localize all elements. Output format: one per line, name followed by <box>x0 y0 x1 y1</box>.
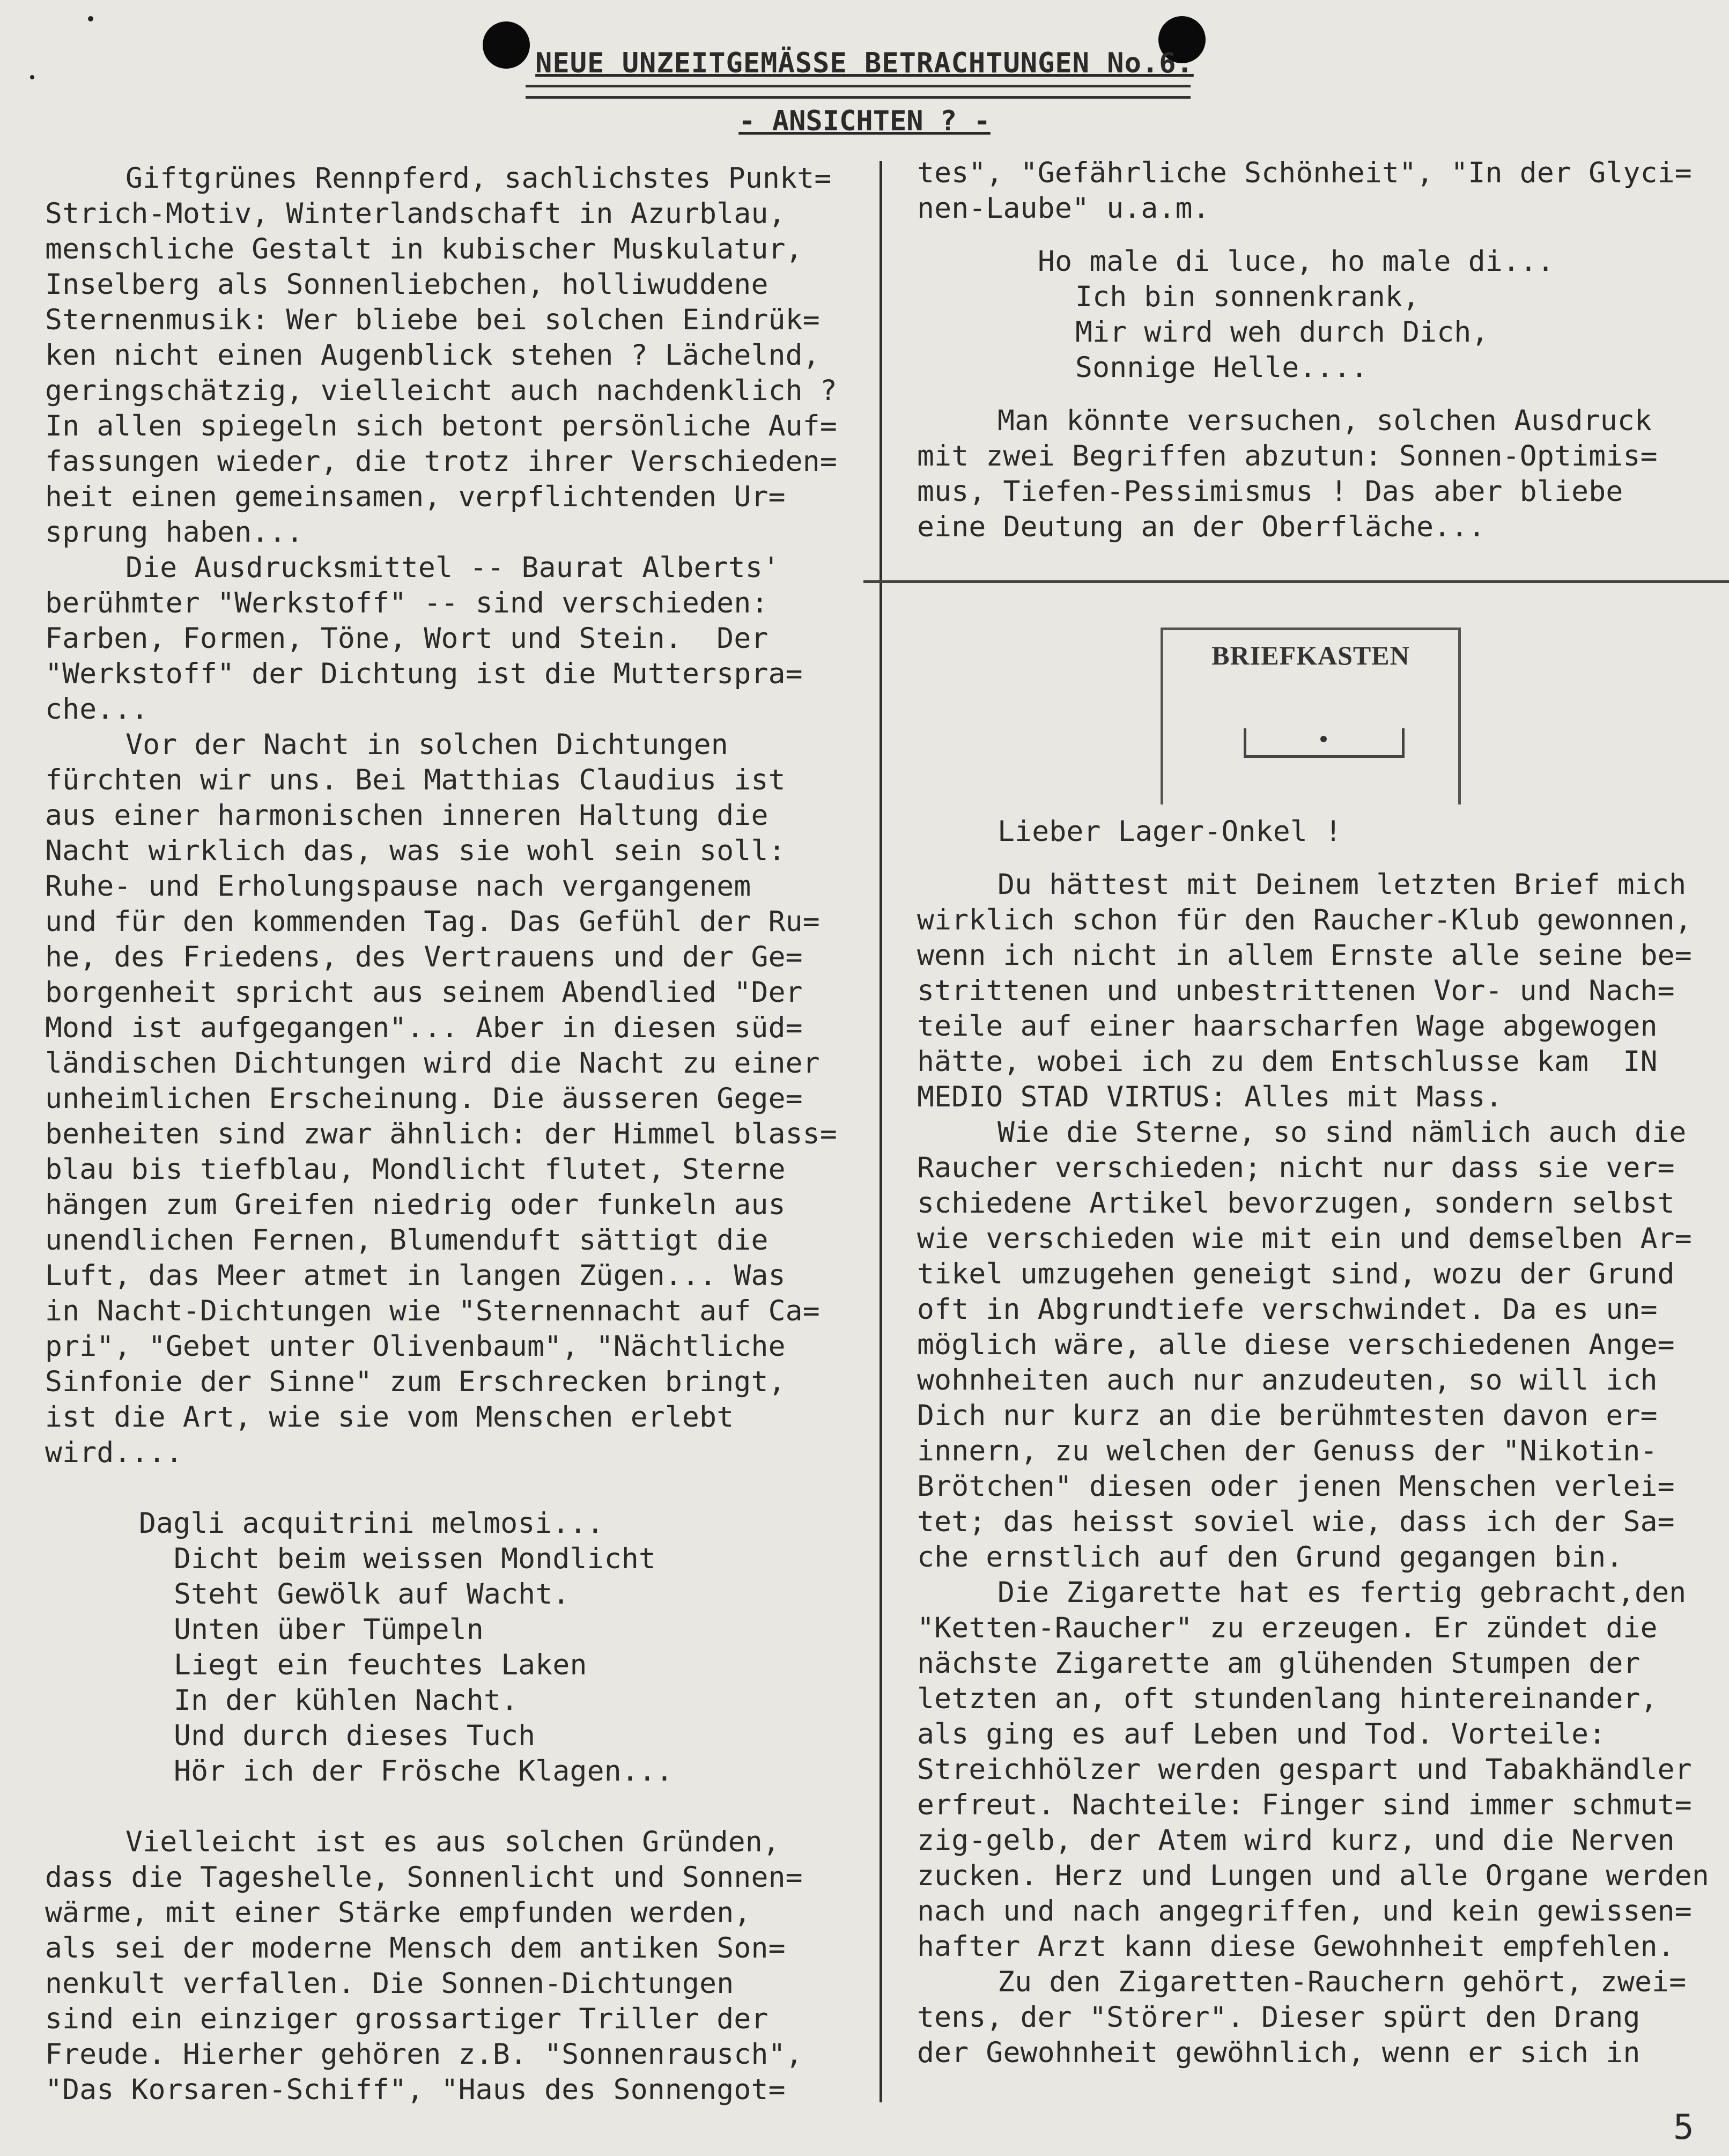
text-line: Ich bin sonnenkrank, <box>1075 280 1420 313</box>
text-line: menschliche Gestalt in kubischer Muskulatur, <box>45 233 803 265</box>
text-line: Hör ich der Frösche Klagen... <box>174 1755 674 1788</box>
text-line: Dicht beim weissen Mondlicht <box>174 1542 656 1575</box>
text-line: berühmter "Werkstoff" -- sind verschieden: <box>45 587 769 619</box>
column-divider <box>880 161 882 2102</box>
text-line: Steht Gewölk auf Wacht. <box>174 1578 570 1611</box>
page-number: 5 <box>1673 2108 1694 2147</box>
text-line: Ruhe- und Erholungspause nach vergangenem <box>45 870 751 903</box>
text-line: und für den kommenden Tag. Das Gefühl der Ru= <box>45 905 820 938</box>
text-line <box>45 1471 860 1506</box>
text-line: "Werkstoff" der Dichtung ist die Mutterspra= <box>45 658 803 690</box>
text-line: nächste Zigarette am glühenden Stumpen der <box>917 1647 1641 1680</box>
briefkasten-mailbox <box>1161 627 1461 804</box>
text-line: Und durch dieses Tuch <box>174 1719 536 1752</box>
text-line: heit einen gemeinsamen, verpflichtenden Ur= <box>45 481 786 513</box>
text-line: Du hättest mit Deinem letzten Brief mich <box>997 868 1687 901</box>
text-line: sprung haben... <box>45 516 304 549</box>
text-line: wenn ich nicht in allem Ernste alle seine be= <box>917 939 1692 972</box>
text-line: nenkult verfallen. Die Sonnen-Dichtungen <box>45 1967 734 2000</box>
text-line: Dich nur kurz an die berühmtesten davon er= <box>917 1399 1658 1432</box>
text-line: fürchten wir uns. Bei Matthias Claudius ist <box>45 764 786 796</box>
text-line: Nacht wirklich das, was sie wohl sein soll: <box>45 835 786 867</box>
text-line: Wie die Sterne, so sind nämlich auch die <box>997 1116 1687 1149</box>
text-line: möglich wäre, alle diese verschiedenen Ange= <box>917 1328 1675 1361</box>
text-line: erfreut. Nachteile: Finger sind immer schmut= <box>917 1789 1692 1821</box>
text-line: fassungen wieder, die trotz ihrer Verschieden= <box>45 445 837 478</box>
text-line: zucken. Herz und Lungen und alle Organe werden <box>917 1859 1709 1892</box>
right-column-top-text <box>917 156 1721 545</box>
text-line: Inselberg als Sonnenliebchen, holliwuddene <box>45 268 769 301</box>
left-column-text <box>45 161 860 2108</box>
text-line: pri", "Gebet unter Olivenbaum", "Nächtliche <box>45 1330 786 1363</box>
text-line: In der kühlen Nacht. <box>174 1684 519 1717</box>
text-line: wird.... <box>45 1436 183 1469</box>
text-line <box>917 226 1721 244</box>
page-title: NEUE UNZEITGEMÄSSE BETRACHTUNGEN No.6. <box>535 47 1194 79</box>
page-subtitle: - ANSICHTEN ? - <box>738 105 991 137</box>
text-line: tet; das heisst soviel wie, dass ich der Sa= <box>917 1505 1675 1538</box>
text-line: Brötchen" diesen oder jenen Menschen verlei= <box>917 1470 1675 1503</box>
right-column-letter-text <box>917 814 1721 2071</box>
text-line: wohnheiten auch nur anzudeuten, so will ich <box>917 1364 1658 1397</box>
text-line: Mir wird weh durch Dich, <box>1075 316 1489 349</box>
text-line: Dagli acquitrini melmosi... <box>139 1507 604 1540</box>
text-line: Raucher verschieden; nicht nur dass sie ver= <box>917 1151 1675 1184</box>
text-line: tens, der "Störer". Dieser spürt den Drang <box>917 2001 1641 2034</box>
mailbox-slot-icon <box>1244 728 1405 758</box>
text-line: hafter Arzt kann diese Gewohnheit empfehlen. <box>917 1930 1675 1963</box>
text-line: Vielleicht ist es aus solchen Gründen, <box>125 1826 780 1858</box>
text-line: he, des Friedens, des Vertrauens und der Ge= <box>45 941 803 973</box>
text-line: Vor der Nacht in solchen Dichtungen <box>125 728 728 761</box>
text-line: che ernstlich auf den Grund gegangen bin. <box>917 1541 1623 1574</box>
text-line: schiedene Artikel bevorzugen, sondern selbst <box>917 1187 1675 1220</box>
text-line: tikel umzugehen geneigt sind, wozu der Grund <box>917 1258 1675 1290</box>
text-line: geringschätzig, vielleicht auch nachdenklich ? <box>45 374 837 407</box>
title-double-rule <box>526 85 1191 99</box>
text-line: Sternenmusik: Wer bliebe bei solchen Eindrük= <box>45 304 820 336</box>
text-line: Strich-Motiv, Winterlandschaft in Azurblau, <box>45 197 786 230</box>
text-line: strittenen und unbestrittenen Vor- und Nach= <box>917 974 1675 1007</box>
mailbox-dot <box>1320 736 1327 742</box>
text-line <box>917 850 1721 867</box>
text-line: Giftgrünes Rennpferd, sachlichstes Punkt= <box>125 162 832 195</box>
text-line: che... <box>45 693 149 726</box>
text-line: borgenheit spricht aus seinem Abendlied "Der <box>45 976 803 1009</box>
text-line: letzten an, oft stundenlang hintereinander, <box>917 1682 1658 1715</box>
text-line: dass die Tageshelle, Sonnenlicht und Sonnen= <box>45 1861 803 1894</box>
text-line: Liegt ein feuchtes Laken <box>174 1649 587 1681</box>
section-divider <box>863 580 1729 583</box>
text-line: Lieber Lager-Onkel ! <box>997 815 1342 848</box>
text-line: "Ketten-Raucher" zu erzeugen. Er zündet die <box>917 1612 1658 1644</box>
text-line: Sinfonie der Sinne" zum Erschrecken bringt, <box>45 1365 786 1398</box>
text-line: Unten über Tümpeln <box>174 1613 484 1646</box>
text-line: Ho male di luce, ho male di... <box>1038 245 1555 278</box>
briefkasten-label: BRIEFKASTEN <box>1211 640 1410 670</box>
text-line: mit zwei Begriffen abzutun: Sonnen-Optimis= <box>917 440 1658 472</box>
text-line: Freude. Hierher gehören z.B. "Sonnenrausch", <box>45 2038 803 2071</box>
text-line: Zu den Zigaretten-Rauchern gehört, zwei= <box>997 1966 1687 1998</box>
text-line: ken nicht einen Augenblick stehen ? Lächelnd, <box>45 339 820 372</box>
text-line: innern, zu welchen der Genuss der "Nikotin- <box>917 1435 1658 1467</box>
text-line: als sei der moderne Mensch dem antiken Son= <box>45 1932 786 1965</box>
text-line: wirklich schon für den Raucher-Klub gewonnen, <box>917 904 1692 936</box>
text-line: der Gewohnheit gewöhnlich, wenn er sich in <box>917 2036 1641 2069</box>
text-line: tes", "Gefährliche Schönheit", "In der Glyci= <box>917 157 1692 189</box>
text-line: nach und nach angegriffen, und kein gewissen= <box>917 1895 1692 1928</box>
text-line: Farben, Formen, Töne, Wort und Stein. Der <box>45 622 769 655</box>
text-line <box>45 1789 860 1825</box>
text-line: in Nacht-Dichtungen wie "Sternennacht auf Ca= <box>45 1295 820 1327</box>
text-line: wie verschieden wie mit ein und demselben Ar= <box>917 1222 1692 1255</box>
text-line: teile auf einer haarscharfen Wage abgewogen <box>917 1010 1658 1043</box>
text-line: Die Ausdrucksmittel -- Baurat Alberts' <box>125 551 780 584</box>
text-line: unendlichen Fernen, Blumenduft sättigt die <box>45 1224 769 1257</box>
text-line: nen-Laube" u.a.m. <box>917 192 1210 225</box>
text-line: MEDIO STAD VIRTUS: Alles mit Mass. <box>917 1081 1503 1113</box>
text-line: Streichhölzer werden gespart und Tabakhändler <box>917 1753 1692 1786</box>
text-line: unheimlichen Erscheinung. Die äusseren Gege= <box>45 1082 803 1115</box>
text-line: aus einer harmonischen inneren Haltung die <box>45 799 769 832</box>
text-line: ländischen Dichtungen wird die Nacht zu einer <box>45 1047 820 1080</box>
text-line: als ging es auf Leben und Tod. Vorteile: <box>917 1718 1606 1751</box>
text-line: benheiten sind zwar ähnlich: der Himmel blass= <box>45 1118 837 1150</box>
text-line: sind ein einziger grossartiger Triller der <box>45 2003 769 2035</box>
text-line: zig-gelb, der Atem wird kurz, und die Nerven <box>917 1824 1675 1857</box>
text-line: Mond ist aufgegangen"... Aber in diesen süd= <box>45 1011 803 1044</box>
text-line: eine Deutung an der Oberfläche... <box>917 511 1486 543</box>
text-line <box>917 386 1721 403</box>
text-line: wärme, mit einer Stärke empfunden werden, <box>45 1896 751 1929</box>
text-line: mus, Tiefen-Pessimismus ! Das aber bliebe <box>917 475 1623 508</box>
text-line: oft in Abgrundtiefe verschwindet. Da es un= <box>917 1293 1658 1326</box>
text-line: hängen zum Greifen niedrig oder funkeln aus <box>45 1188 786 1221</box>
text-line: Die Zigarette hat es fertig gebracht,den <box>997 1576 1687 1609</box>
text-line: hätte, wobei ich zu dem Entschlusse kam IN <box>917 1045 1658 1078</box>
text-line: Man könnte versuchen, solchen Ausdruck <box>997 404 1652 437</box>
text-line: In allen spiegeln sich betont persönliche Auf= <box>45 410 837 442</box>
text-line: ist die Art, wie sie vom Menschen erlebt <box>45 1401 734 1434</box>
text-line: Luft, das Meer atmet in langen Zügen... Was <box>45 1259 786 1292</box>
ink-speck <box>88 16 93 21</box>
text-line: "Das Korsaren-Schiff", "Haus des Sonnengot= <box>45 2073 786 2106</box>
text-line: blau bis tiefblau, Mondlicht flutet, Sterne <box>45 1153 786 1186</box>
text-line: Sonnige Helle.... <box>1075 351 1368 384</box>
